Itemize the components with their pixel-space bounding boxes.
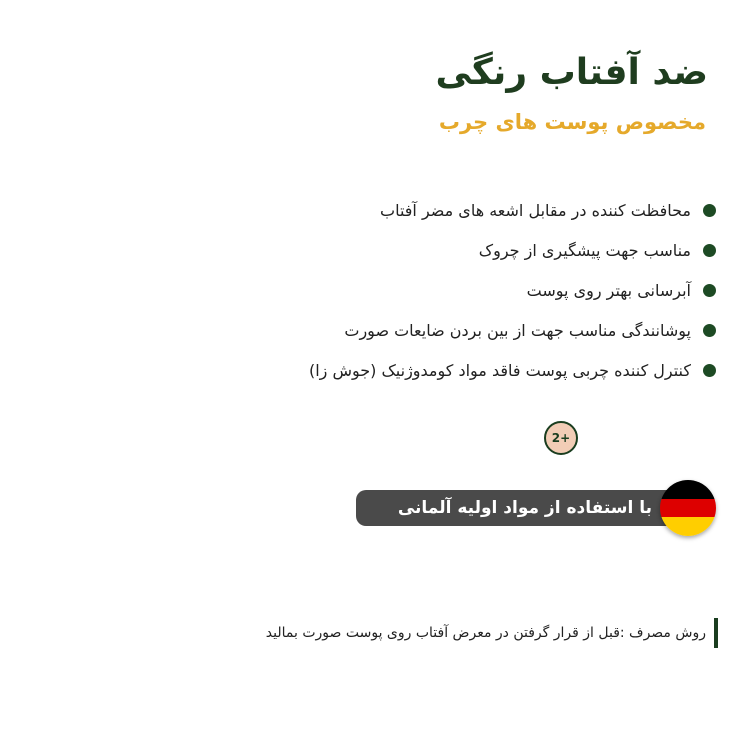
list-item: [216, 190, 716, 230]
age-badge-label: 2+: [551, 431, 571, 445]
usage-text: روش مصرف :قبل از قرار گرفتن در معرض آفتاب روی پوست صورت بمالید: [265, 625, 706, 641]
list-item: [216, 270, 716, 310]
german-ingredients-banner: [356, 490, 686, 526]
usage-instructions: [266, 618, 718, 648]
bullet-dot-icon: [703, 204, 716, 217]
bullet-dot-icon: [703, 244, 716, 257]
list-item: [216, 350, 716, 390]
bullet-dot-icon: [703, 324, 716, 337]
feature-text: مناسب جهت پیشگیری از چروک: [478, 240, 691, 260]
feature-text: محافظت کننده در مقابل اشعه های مضر آفتاب: [380, 200, 691, 220]
feature-list: [216, 190, 716, 390]
feature-text: کنترل کننده چربی پوست فاقد مواد کومدوژنیک (جوش زا): [308, 360, 691, 380]
german-ingredients-label: با استفاده از مواد اولیه آلمانی: [397, 498, 652, 518]
bullet-dot-icon: [703, 364, 716, 377]
age-badge: [544, 421, 578, 455]
list-item: [216, 230, 716, 270]
list-item: [216, 310, 716, 350]
germany-flag-icon: [660, 480, 716, 536]
page-subtitle: مخصوص پوست های چرب: [438, 110, 706, 134]
feature-text: پوشانندگی مناسب جهت از بین بردن ضایعات صورت: [344, 320, 691, 340]
feature-text: آبرسانی بهتر روی پوست: [526, 280, 691, 300]
page-title: ضد آفتاب رنگی: [435, 52, 708, 93]
usage-accent-bar: [714, 618, 718, 648]
bullet-dot-icon: [703, 284, 716, 297]
